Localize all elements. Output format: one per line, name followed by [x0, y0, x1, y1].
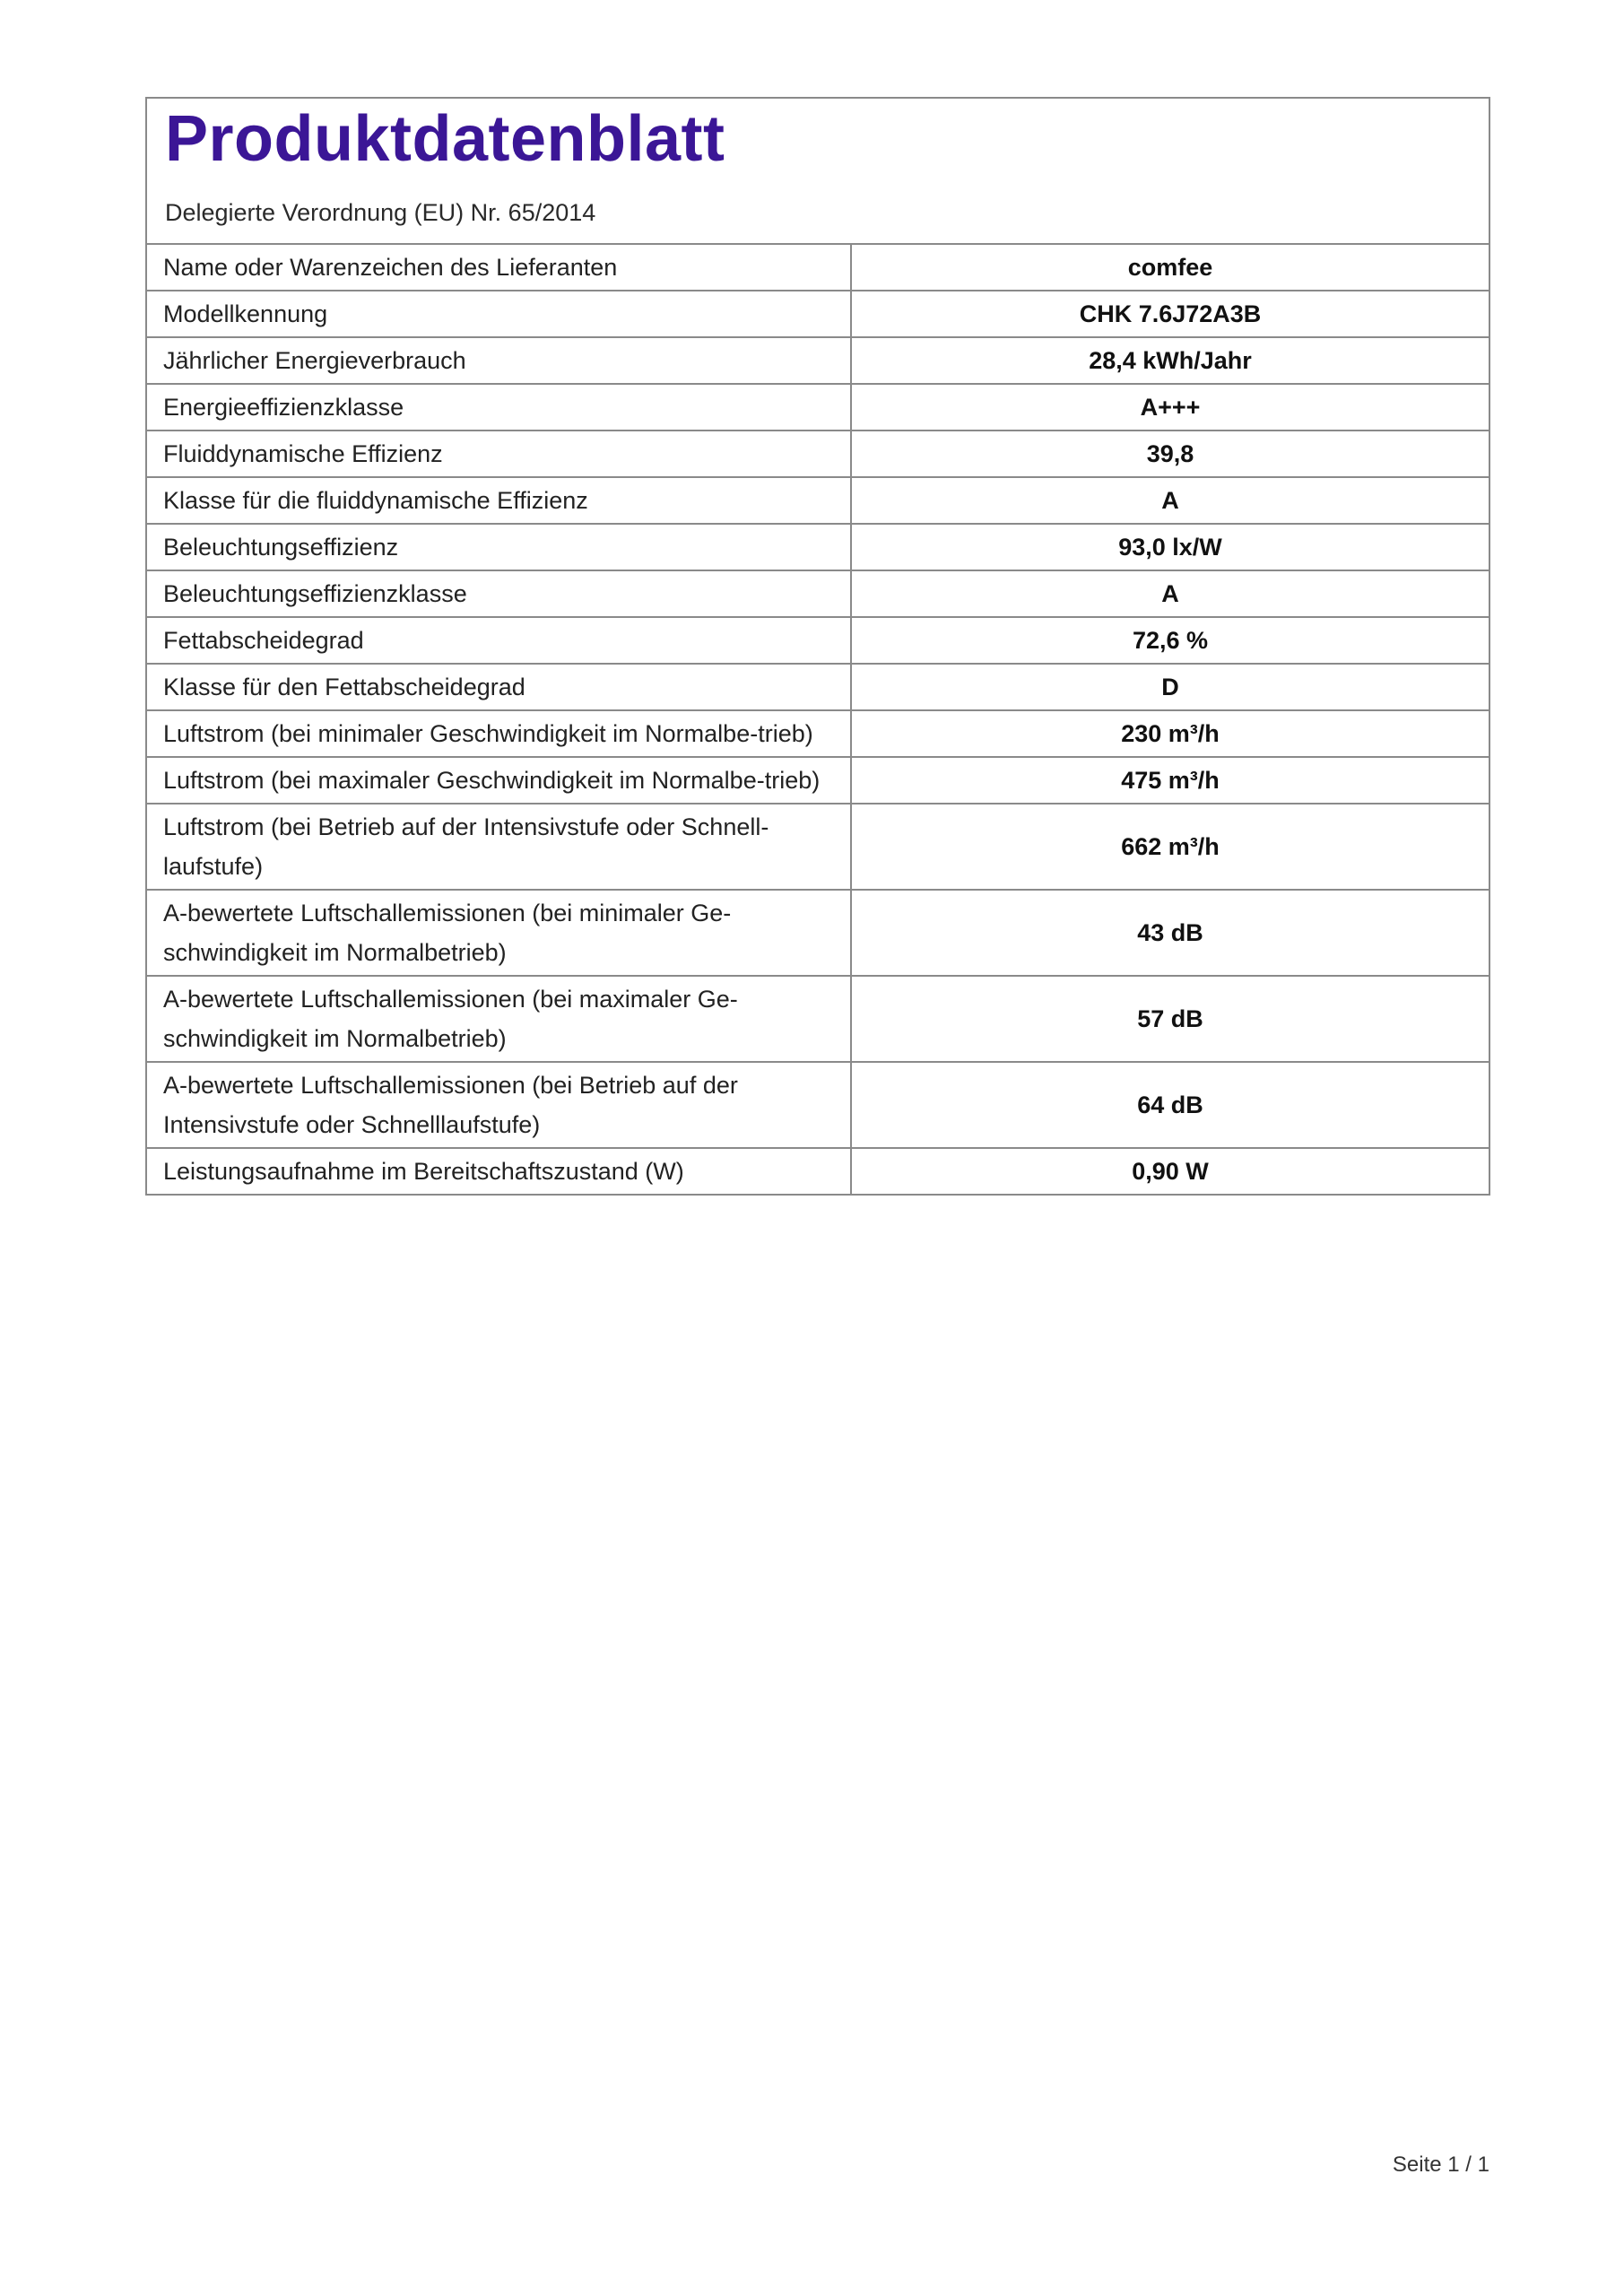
table-row — [147, 291, 1489, 337]
row-value: 230 m³/h — [851, 710, 1489, 757]
row-label: Beleuchtungseffizienz — [147, 524, 851, 570]
row-value: A — [851, 477, 1489, 524]
row-label: Energieeffizienzklasse — [147, 384, 851, 430]
row-label: Luftstrom (bei minimaler Geschwindigkeit im Normalbe-trieb) — [147, 710, 851, 757]
row-label: Klasse für die fluiddynamische Effizienz — [147, 477, 851, 524]
row-value: 0,90 W — [851, 1148, 1489, 1194]
table-row — [147, 710, 1489, 757]
table-row — [147, 804, 1489, 890]
page-title: Produktdatenblatt — [165, 103, 725, 175]
row-label: A-bewertete Luftschallemissionen (bei Betrieb auf der Intensivstufe oder Schnelllaufstufe) — [147, 1062, 851, 1148]
row-value: A+++ — [851, 384, 1489, 430]
row-label: Leistungsaufnahme im Bereitschaftszustand (W) — [147, 1148, 851, 1194]
table-row — [147, 570, 1489, 617]
row-label: Luftstrom (bei Betrieb auf der Intensivstufe oder Schnell-laufstufe) — [147, 804, 851, 890]
row-label: Fluiddynamische Effizienz — [147, 430, 851, 477]
row-label: Name oder Warenzeichen des Lieferanten — [147, 245, 851, 291]
row-value: 57 dB — [851, 976, 1489, 1062]
table-row — [147, 664, 1489, 710]
row-value: D — [851, 664, 1489, 710]
row-label: A-bewertete Luftschallemissionen (bei maximaler Ge-schwindigkeit im Normalbetrieb) — [147, 976, 851, 1062]
data-sheet — [145, 97, 1490, 1196]
table-row — [147, 1062, 1489, 1148]
table-row — [147, 430, 1489, 477]
row-label: Beleuchtungseffizienzklasse — [147, 570, 851, 617]
row-value: 28,4 kWh/Jahr — [851, 337, 1489, 384]
row-value: comfee — [1127, 254, 1213, 281]
row-value: 475 m³/h — [851, 757, 1489, 804]
row-value: CHK 7.6J72A3B — [851, 291, 1489, 337]
row-label: Klasse für den Fettabscheidegrad — [147, 664, 851, 710]
table-row — [147, 384, 1489, 430]
table-row — [147, 477, 1489, 524]
table-row — [147, 245, 1489, 291]
row-label: Modellkennung — [147, 291, 851, 337]
table-row — [147, 1148, 1489, 1194]
page-number: Seite 1 / 1 — [1392, 2152, 1489, 2177]
row-value: 93,0 lx/W — [851, 524, 1489, 570]
row-label: Jährlicher Energieverbrauch — [147, 337, 851, 384]
row-value: 64 dB — [851, 1062, 1489, 1148]
product-data-table — [147, 245, 1489, 1194]
row-label: Fettabscheidegrad — [147, 617, 851, 664]
sheet-header — [147, 99, 1489, 245]
row-value: 43 dB — [851, 890, 1489, 976]
regulation-subtitle: Delegierte Verordnung (EU) Nr. 65/2014 — [165, 199, 596, 226]
table-row — [147, 890, 1489, 976]
table-row — [147, 524, 1489, 570]
table-row — [147, 337, 1489, 384]
row-value: 662 m³/h — [851, 804, 1489, 890]
row-label: Luftstrom (bei maximaler Geschwindigkeit im Normalbe-trieb) — [147, 757, 851, 804]
row-value: 39,8 — [851, 430, 1489, 477]
table-row — [147, 757, 1489, 804]
table-row — [147, 976, 1489, 1062]
table-row — [147, 617, 1489, 664]
row-value: A — [851, 570, 1489, 617]
row-label: A-bewertete Luftschallemissionen (bei minimaler Ge-schwindigkeit im Normalbetrieb) — [147, 890, 851, 976]
row-value: 72,6 % — [851, 617, 1489, 664]
